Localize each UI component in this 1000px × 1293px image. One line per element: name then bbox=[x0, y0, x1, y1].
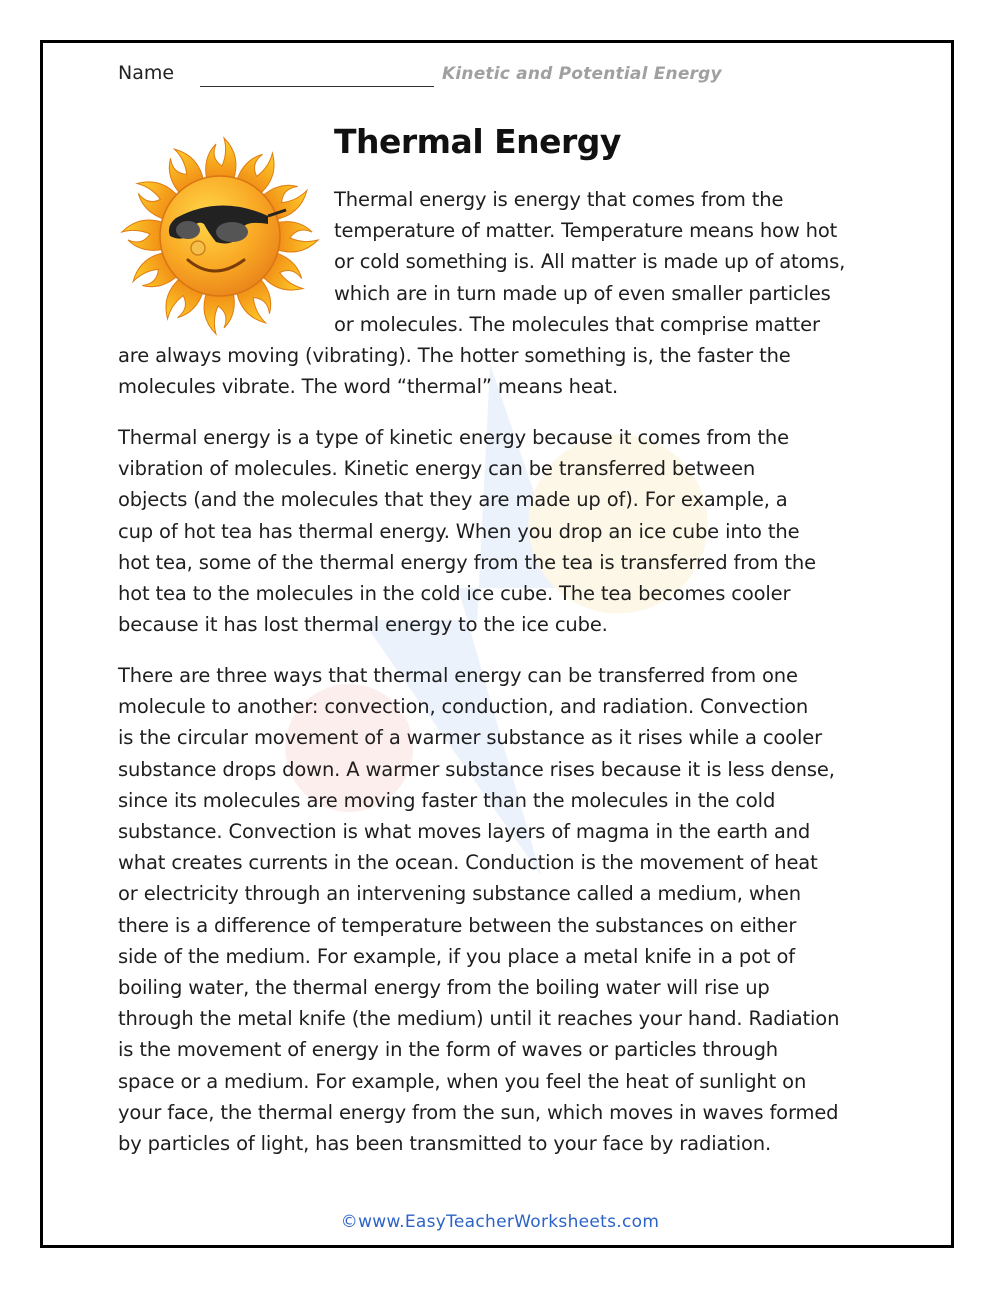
text-line: there is a difference of temperature between the substances on either bbox=[118, 913, 797, 937]
text-line: or molecules. The molecules that comprise matter bbox=[334, 312, 820, 336]
text-line: Thermal energy is energy that comes from the bbox=[334, 188, 784, 211]
text-line: your face, the thermal energy from the sun, which moves in waves formed bbox=[118, 1100, 839, 1124]
text-line: since its molecules are moving faster than the molecules in the cold bbox=[118, 788, 776, 812]
sun-ray bbox=[275, 222, 318, 252]
text-line: objects (and the molecules that they are made up of). For example, a bbox=[118, 488, 788, 512]
sun-ray bbox=[206, 138, 236, 181]
page-title: Thermal Energy bbox=[334, 122, 621, 161]
copyright-footer-link[interactable]: ©www.EasyTeacherWorksheets.com bbox=[340, 1212, 660, 1232]
sun-ray bbox=[204, 291, 234, 334]
text-line: which are in turn made up of even smaller particles bbox=[334, 281, 831, 305]
text-line: are always moving (vibrating). The hotter something is, the faster the bbox=[118, 344, 791, 367]
intro-paragraph-continued bbox=[118, 340, 898, 402]
intro-paragraph-wrapped bbox=[334, 184, 894, 340]
text-line: is the circular movement of a warmer substance as it rises while a cooler bbox=[118, 726, 822, 750]
kinetic-energy-paragraph bbox=[118, 422, 898, 640]
text-line: what creates currents in the ocean. Conduction is the movement of heat bbox=[118, 851, 818, 875]
worksheet-header bbox=[118, 62, 898, 92]
subject-label: Kinetic and Potential Energy bbox=[442, 64, 722, 84]
text-line: or electricity through an intervening substance called a medium, when bbox=[118, 882, 801, 906]
heat-transfer-paragraph bbox=[118, 660, 898, 1159]
text-line: side of the medium. For example, if you place a metal knife in a pot of bbox=[118, 944, 795, 968]
text-line: hot tea, some of the thermal energy from the tea is transferred from the bbox=[118, 550, 816, 574]
text-line: There are three ways that thermal energy can be transferred from one bbox=[118, 664, 798, 687]
name-input-line[interactable] bbox=[200, 86, 434, 87]
text-line: or cold something is. All matter is made up of atoms, bbox=[334, 250, 846, 274]
text-line: hot tea to the molecules in the cold ice cube. The tea becomes cooler bbox=[118, 582, 791, 606]
name-label: Name bbox=[118, 62, 175, 84]
text-line: vibration of molecules. Kinetic energy can be transferred between bbox=[118, 457, 756, 481]
text-line: boiling water, the thermal energy from the boiling water will rise up bbox=[118, 976, 770, 1000]
sun-ray bbox=[122, 220, 165, 250]
text-line: molecules vibrate. The word “thermal” means heat. bbox=[118, 375, 619, 399]
text-line: because it has lost thermal energy to the ice cube. bbox=[118, 613, 608, 637]
text-line: temperature of matter. Temperature means how hot bbox=[334, 219, 838, 243]
text-line: cup of hot tea has thermal energy. When you drop an ice cube into the bbox=[118, 519, 800, 543]
text-line: by particles of light, has been transmitted to your face by radiation. bbox=[118, 1132, 772, 1156]
text-line: substance drops down. A warmer substance rises because it is less dense, bbox=[118, 757, 835, 781]
text-line: space or a medium. For example, when you feel the heat of sunlight on bbox=[118, 1069, 807, 1093]
text-line: substance. Convection is what moves layers of magma in the earth and bbox=[118, 820, 811, 844]
text-line: molecule to another: convection, conduction, and radiation. Convection bbox=[118, 695, 809, 719]
text-line: through the metal knife (the medium) until it reaches your hand. Radiation bbox=[118, 1007, 840, 1031]
sun-with-sunglasses-icon bbox=[118, 136, 323, 336]
text-line: is the movement of energy in the form of waves or particles through bbox=[118, 1038, 779, 1062]
text-line: Thermal energy is a type of kinetic energy because it comes from the bbox=[118, 426, 789, 449]
